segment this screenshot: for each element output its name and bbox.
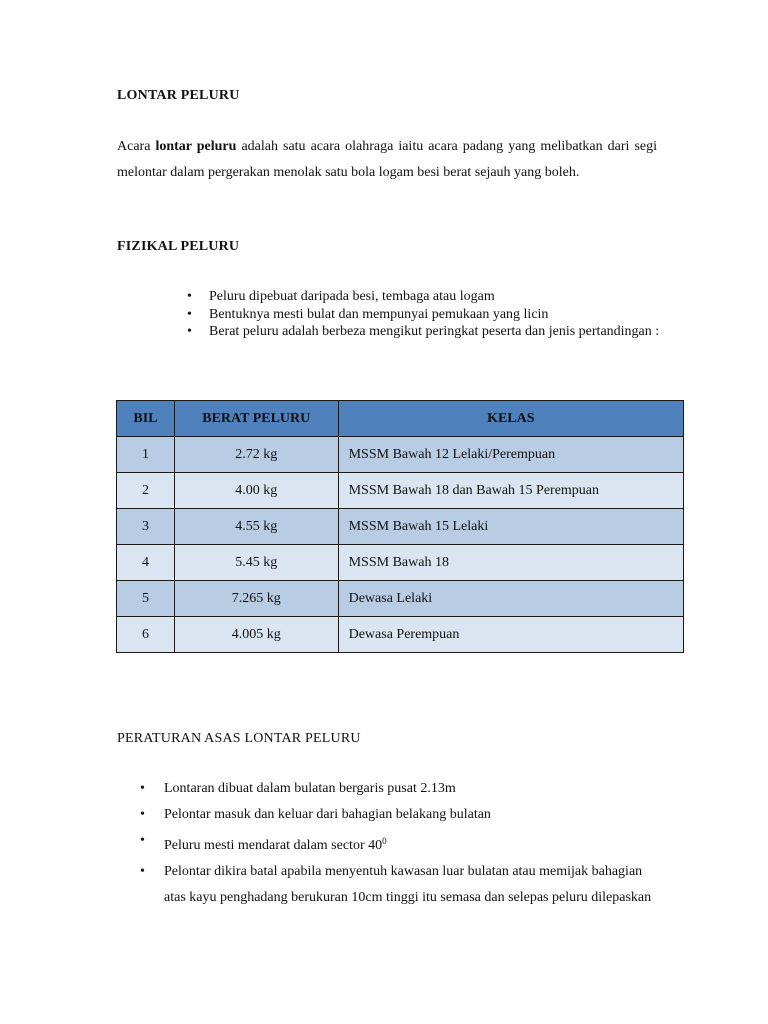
degree-superscript: 0	[382, 836, 387, 846]
table-row	[117, 437, 684, 473]
heading-peraturan-asas: PERATURAN ASAS LONTAR PELURU	[117, 731, 361, 746]
cell-bil: 6	[117, 617, 175, 653]
intro-start: Acara	[117, 139, 156, 154]
table-row	[117, 509, 684, 545]
list-item: • Peluru dipebuat daripada besi, tembaga atau logam	[185, 288, 665, 306]
cell-berat: 7.265 kg	[174, 581, 338, 617]
header-kelas: KELAS	[338, 401, 683, 437]
table-header-row	[117, 401, 684, 437]
heading-lontar-peluru: LONTAR PELURU	[117, 88, 240, 103]
cell-kelas: MSSM Bawah 18 dan Bawah 15 Perempuan	[338, 473, 683, 509]
list-item: • Berat peluru adalah berbeza mengikut peringkat peserta dan jenis pertandingan :	[185, 319, 665, 345]
cell-berat: 4.55 kg	[174, 509, 338, 545]
header-berat: BERAT PELURU	[174, 401, 338, 437]
fizikal-bullet-list	[185, 288, 665, 345]
weight-table	[116, 400, 684, 653]
table-row	[117, 545, 684, 581]
cell-berat: 4.00 kg	[174, 473, 338, 509]
cell-bil: 1	[117, 437, 175, 473]
cell-berat: 2.72 kg	[174, 437, 338, 473]
cell-berat: 5.45 kg	[174, 545, 338, 581]
cell-bil: 5	[117, 581, 175, 617]
cell-bil: 4	[117, 545, 175, 581]
list-item	[140, 828, 660, 859]
cell-kelas: MSSM Bawah 15 Lelaki	[338, 509, 683, 545]
cell-bil: 2	[117, 473, 175, 509]
cell-kelas: Dewasa Perempuan	[338, 617, 683, 653]
list-item: • Pelontar masuk dan keluar dari bahagian belakang bulatan	[140, 802, 660, 828]
peraturan-bullet-list	[140, 776, 660, 911]
intro-paragraph	[117, 134, 657, 186]
cell-bil: 3	[117, 509, 175, 545]
intro-rest: adalah satu acara olahraga iaitu acara padang yang melibatkan dari segi melontar dalam pergerakan menolak satu bola logam besi berat sejauh yang boleh.	[117, 139, 657, 180]
cell-kelas: MSSM Bawah 18	[338, 545, 683, 581]
sector-text: Peluru mesti mendarat dalam sector 40	[164, 838, 383, 853]
table-row	[117, 473, 684, 509]
list-item: • Lontaran dibuat dalam bulatan bergaris pusat 2.13m	[140, 776, 660, 802]
cell-kelas: MSSM Bawah 12 Lelaki/Perempuan	[338, 437, 683, 473]
table-row	[117, 581, 684, 617]
intro-bold: lontar peluru	[155, 139, 237, 154]
cell-kelas: Dewasa Lelaki	[338, 581, 683, 617]
heading-fizikal-peluru: FIZIKAL PELURU	[117, 239, 240, 254]
cell-berat: 4.005 kg	[174, 617, 338, 653]
list-item: • Pelontar dikira batal apabila menyentuh kawasan luar bulatan atau memijak bahagian atas kayu penghadang berukuran 10cm tinggi itu semasa dan selepas peluru dilepaskan	[140, 859, 660, 911]
header-bil: BIL	[117, 401, 175, 437]
list-item: • Bentuknya mesti bulat dan mempunyai pemukaan yang licin	[185, 306, 665, 324]
table-row	[117, 617, 684, 653]
